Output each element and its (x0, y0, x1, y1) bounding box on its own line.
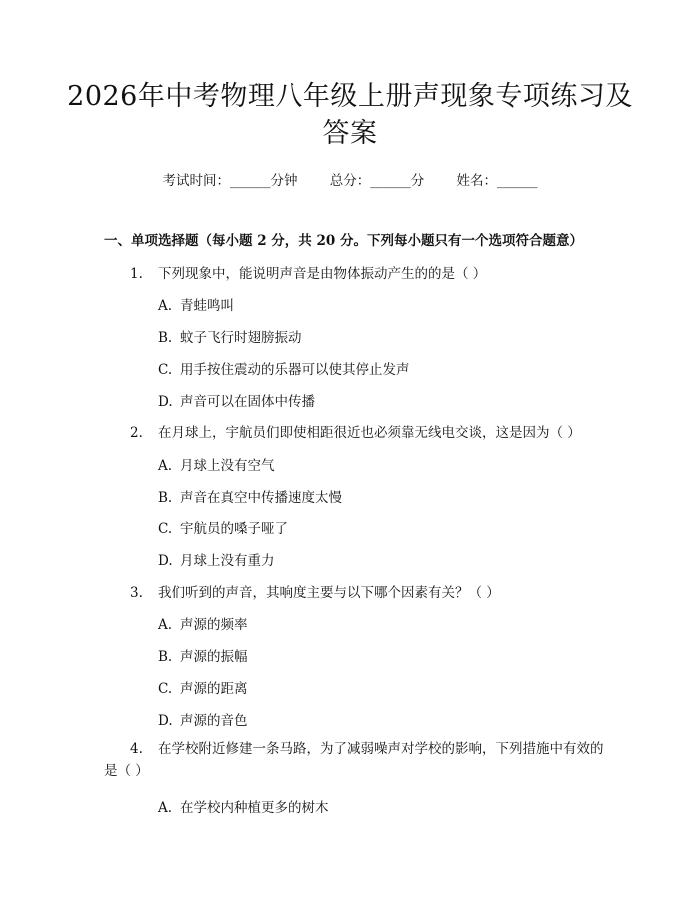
exam-meta (0, 169, 700, 189)
question-4-option-a (158, 796, 329, 816)
question-1-option-c (158, 358, 410, 378)
option-text: 声源的振幅 (180, 649, 248, 665)
question-2-option-d (158, 549, 275, 569)
student-name-field: 姓名：______ (456, 173, 538, 189)
option-letter: B. (158, 649, 173, 665)
option-text: 声源的频率 (180, 617, 248, 633)
section-heading: 一、单项选择题（每小题 2 分，共 20 分。下列每小题只有一个选项符合题意） (104, 233, 583, 249)
option-text: 在学校内种植更多的树木 (180, 800, 329, 816)
option-letter: A. (158, 800, 173, 816)
question-2-option-a (158, 454, 275, 474)
question-1-option-d (158, 390, 315, 410)
option-text: 声音在真空中传播速度太慢 (180, 490, 342, 506)
option-text: 蚊子飞行时翅膀振动 (180, 330, 302, 346)
option-text: 宇航员的嗓子哑了 (180, 521, 288, 537)
total-score-field: 总分：______分 (329, 173, 425, 189)
question-2-option-c (158, 517, 288, 537)
question-number: 1. (130, 266, 143, 282)
question-number: 2. (130, 425, 143, 441)
option-text: 月球上没有重力 (180, 553, 275, 569)
option-text: 声音可以在固体中传播 (180, 394, 315, 410)
option-letter: B. (158, 490, 173, 506)
option-letter: C. (158, 681, 173, 697)
page-title: 2026年中考物理八年级上册声现象专项练习及答案 (67, 81, 633, 149)
question-text: 在学校附近修建一条马路，为了减弱噪声对学校的影响，下列措施中有效的是（ ） (104, 741, 604, 779)
option-text: 月球上没有空气 (180, 458, 275, 474)
question-3-option-d (158, 709, 248, 729)
question-number: 3. (130, 585, 143, 601)
question-1-option-a (158, 294, 234, 314)
option-text: 声源的音色 (180, 713, 248, 729)
option-letter: A. (158, 458, 173, 474)
option-letter: D. (158, 394, 173, 410)
option-text: 声源的距离 (180, 681, 248, 697)
option-text: 青蛙鸣叫 (180, 298, 234, 314)
exam-time-field: 考试时间：______分钟 (162, 173, 298, 189)
option-letter: D. (158, 553, 173, 569)
question-1 (130, 262, 640, 282)
question-3-option-c (158, 677, 248, 697)
question-text: 在月球上，宇航员们即使相距很近也必须靠无线电交谈，这是因为（ ） (158, 425, 581, 441)
option-letter: A. (158, 298, 173, 314)
question-3-option-b (158, 645, 248, 665)
question-3 (130, 581, 640, 601)
option-letter: B. (158, 330, 173, 346)
question-3-option-a (158, 613, 248, 633)
question-2-option-b (158, 486, 342, 506)
question-4 (104, 738, 604, 782)
option-letter: D. (158, 713, 173, 729)
question-number: 4. (130, 741, 143, 757)
option-letter: A. (158, 617, 173, 633)
option-letter: C. (158, 521, 173, 537)
option-text: 用手按住震动的乐器可以使其停止发声 (180, 362, 410, 378)
question-2 (130, 421, 640, 441)
question-1-option-b (158, 326, 302, 346)
option-letter: C. (158, 362, 173, 378)
question-text: 下列现象中，能说明声音是由物体振动产生的的是（ ） (158, 266, 487, 282)
question-text: 我们听到的声音，其响度主要与以下哪个因素有关？（ ） (158, 585, 500, 601)
